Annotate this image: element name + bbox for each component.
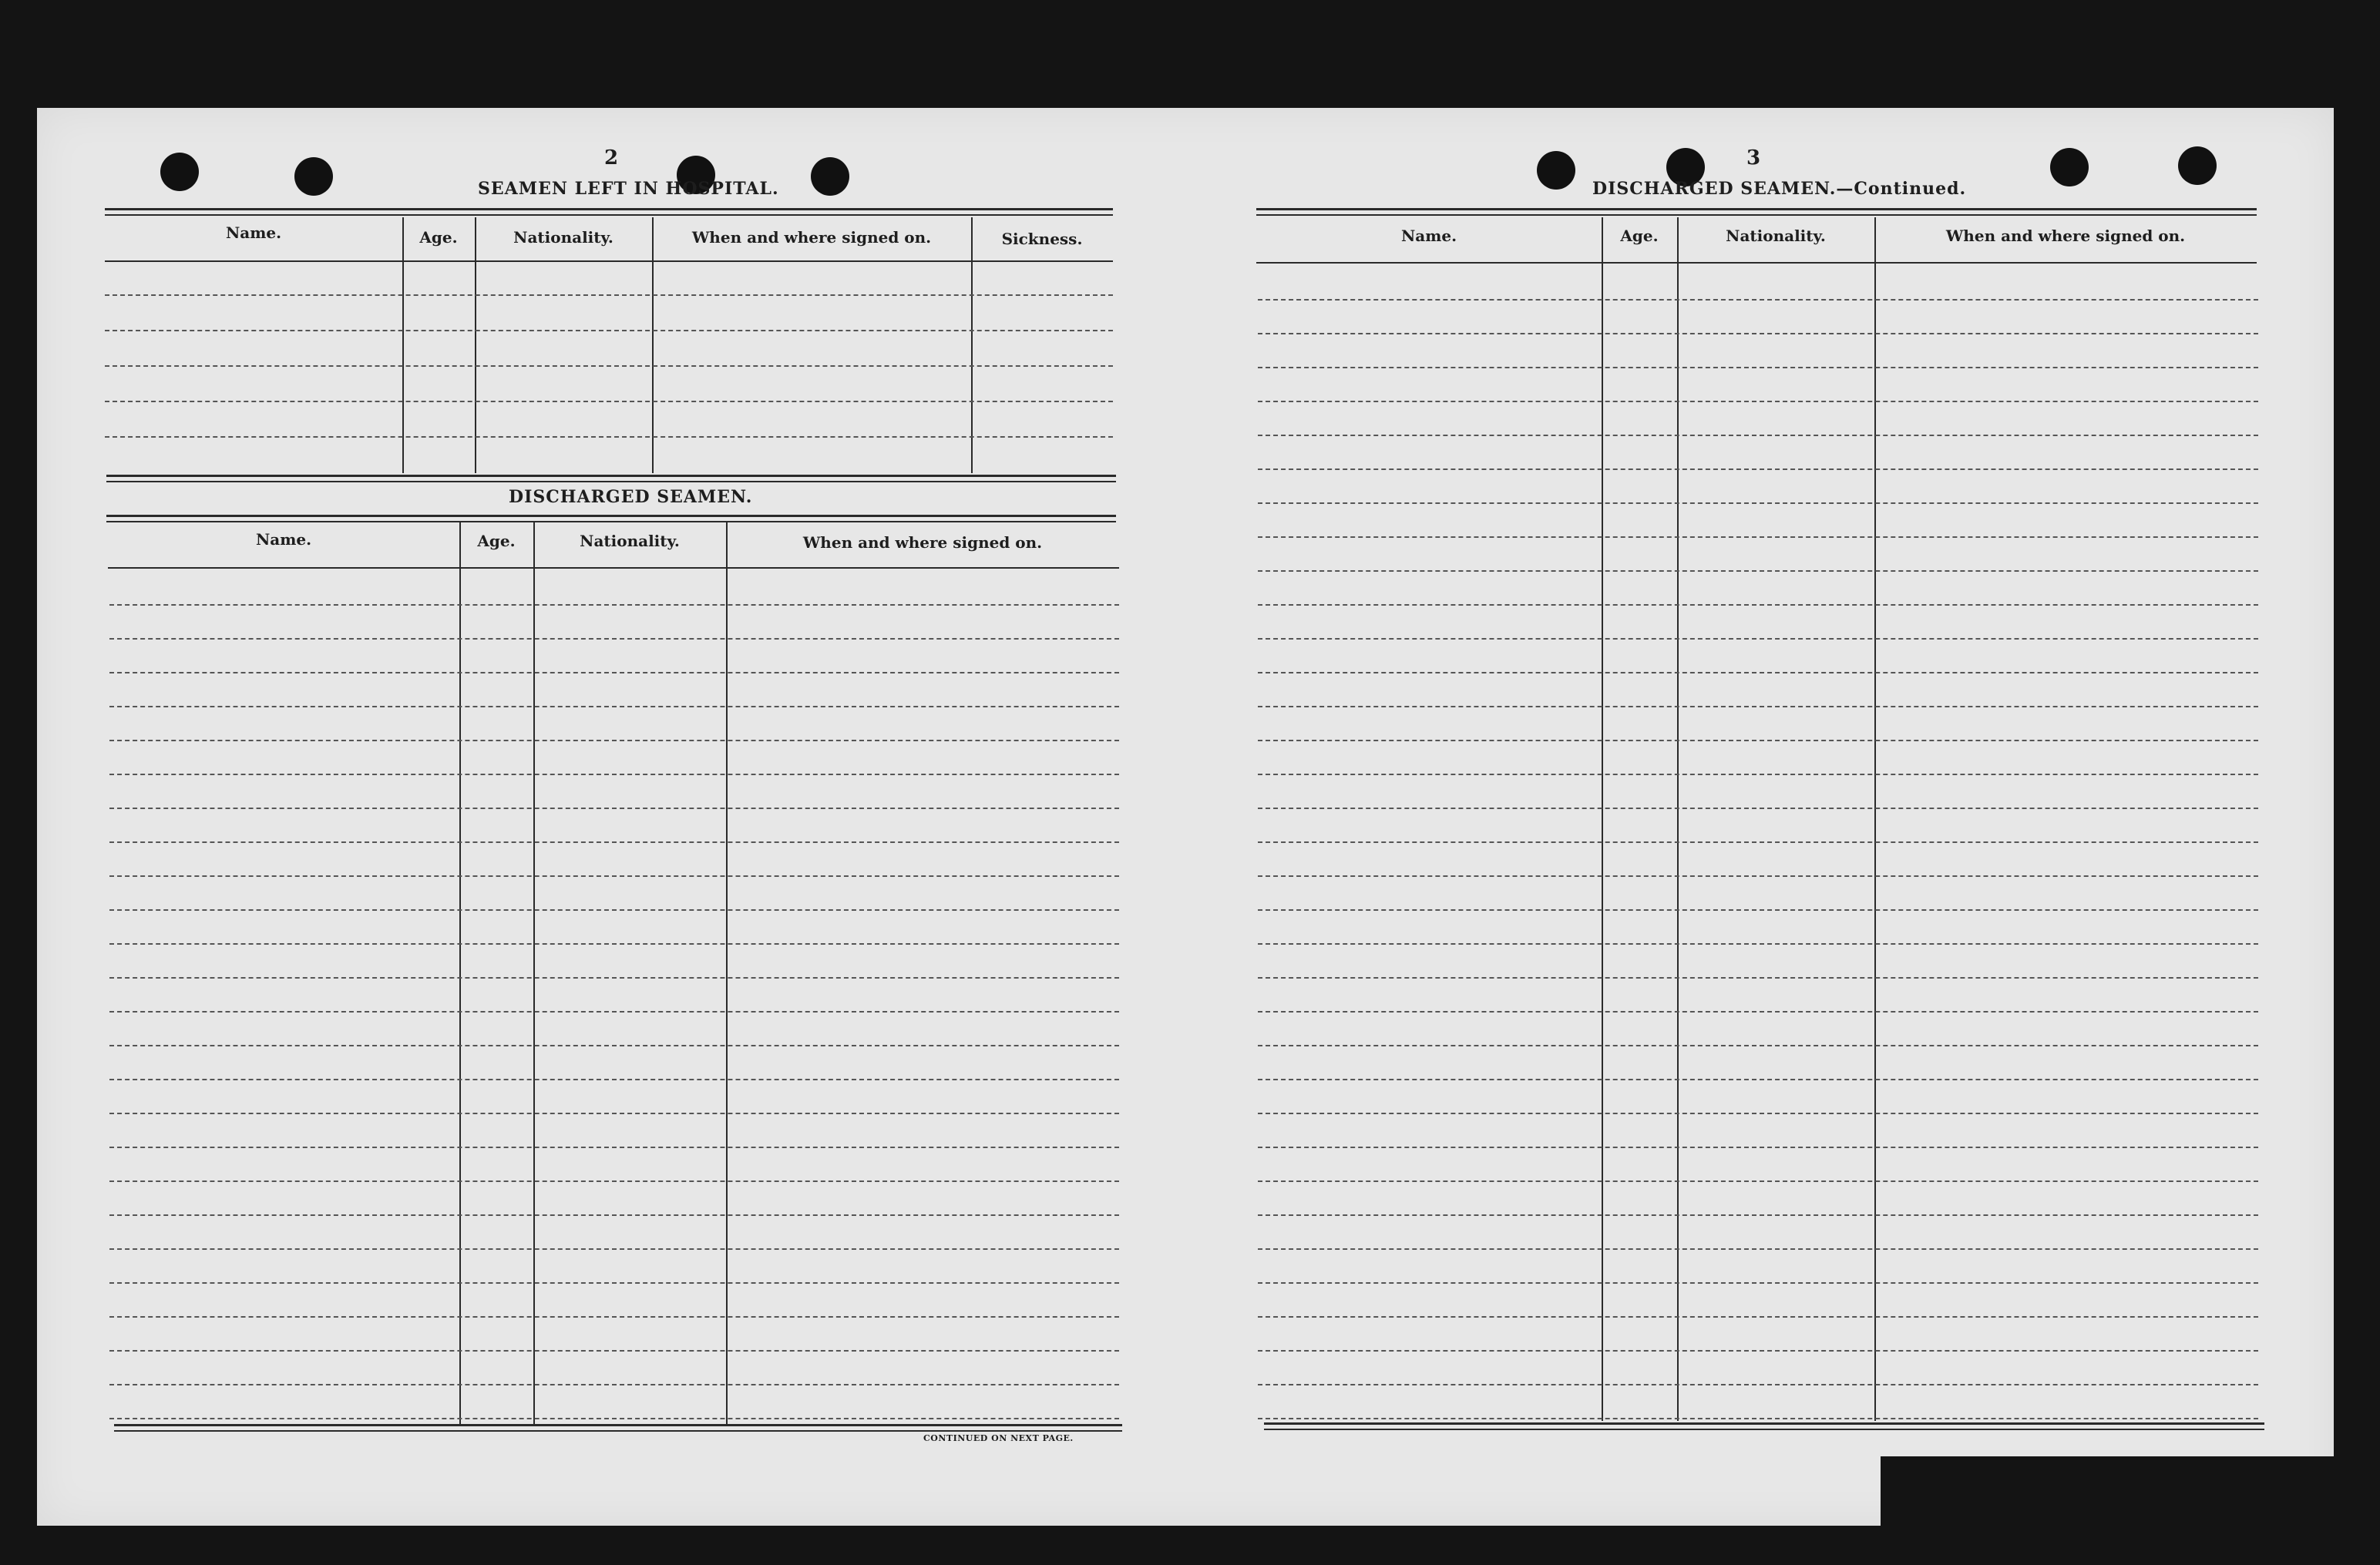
right-col-signed-on: When and where signed on. (1945, 227, 2186, 245)
row-line (1258, 468, 2258, 470)
right-top-rule (1256, 208, 2257, 210)
row-line (1258, 808, 2258, 809)
right-col-name: Name. (1400, 227, 1457, 245)
discharged-continued-title: DISCHARGED SEAMEN.—Continued. (1592, 179, 1967, 199)
row-line (109, 1282, 1119, 1284)
row-line (1258, 1113, 2258, 1114)
row-line (1258, 774, 2258, 775)
row-line (109, 1418, 1119, 1419)
torn-edge (0, 308, 37, 1541)
discharged-col-divider (459, 521, 461, 1424)
hospital-top-rule (105, 208, 1113, 210)
row-line (109, 604, 1119, 606)
row-line (1258, 672, 2258, 673)
row-line (1258, 909, 2258, 911)
row-line (109, 808, 1119, 809)
row-line (109, 1180, 1119, 1182)
hospital-col-divider (652, 217, 654, 473)
binder-hole (2178, 146, 2217, 185)
row-line (109, 1350, 1119, 1352)
row-line (1258, 1045, 2258, 1046)
row-line (1258, 1248, 2258, 1250)
row-line (1258, 841, 2258, 843)
right-col-divider (1874, 217, 1876, 1421)
hospital-col-signed-on: When and where signed on. (691, 228, 932, 247)
row-line (109, 706, 1119, 707)
row-line (1258, 536, 2258, 538)
row-line (109, 841, 1119, 843)
row-line (109, 672, 1119, 673)
row-line (1258, 502, 2258, 504)
hospital-col-nationality: Nationality. (513, 228, 613, 247)
discharged-header-top-rule (106, 515, 1116, 517)
hospital-section-title: SEAMEN LEFT IN HOSPITAL. (478, 179, 779, 199)
row-line (109, 1248, 1119, 1250)
row-line (109, 977, 1119, 979)
row-line (109, 1045, 1119, 1046)
hospital-row-line (105, 401, 1113, 402)
row-line (1258, 943, 2258, 945)
row-line (109, 1011, 1119, 1013)
page-number-right: 3 (1746, 146, 1761, 170)
row-line (1258, 875, 2258, 877)
row-line (1258, 604, 2258, 606)
hospital-row-line (105, 436, 1113, 438)
row-line (109, 1113, 1119, 1114)
discharged-col-nationality: Nationality. (580, 532, 680, 550)
row-line (109, 1316, 1119, 1318)
discharged-section-title: DISCHARGED SEAMEN. (509, 487, 753, 507)
binder-hole (1537, 151, 1575, 190)
hospital-col-age: Age. (419, 228, 458, 247)
discharged-col-name: Name. (255, 530, 312, 549)
row-line (1258, 1079, 2258, 1080)
hospital-row-line (105, 330, 1113, 331)
binder-hole (811, 157, 849, 196)
hospital-header-rule (105, 260, 1113, 262)
row-line (1258, 1350, 2258, 1352)
row-line (1258, 333, 2258, 334)
discharged-col-signed-on: When and where signed on. (802, 533, 1043, 552)
discharged-header-rule (108, 567, 1119, 569)
row-line (109, 740, 1119, 741)
hospital-col-name: Name. (225, 223, 282, 242)
row-line (1258, 977, 2258, 979)
row-line (1258, 401, 2258, 402)
discharged-col-divider (726, 521, 728, 1424)
row-line (109, 1147, 1119, 1148)
row-line (109, 1079, 1119, 1080)
row-line (109, 638, 1119, 640)
discharged-col-divider (533, 521, 535, 1424)
right-col-divider (1677, 217, 1679, 1421)
discharged-col-age: Age. (477, 532, 516, 550)
row-line (109, 943, 1119, 945)
right-header-rule (1256, 262, 2257, 264)
right-col-nationality: Nationality. (1726, 227, 1826, 245)
right-bottom-rule (1264, 1422, 2264, 1425)
hospital-col-divider (402, 217, 404, 473)
right-col-age: Age. (1620, 227, 1659, 245)
row-line (1258, 1418, 2258, 1419)
row-line (1258, 367, 2258, 368)
hospital-row-line (105, 294, 1113, 296)
row-line (109, 774, 1119, 775)
row-line (1258, 1147, 2258, 1148)
row-line (1258, 638, 2258, 640)
continued-note: CONTINUED ON NEXT PAGE. (923, 1433, 1074, 1443)
row-line (1258, 740, 2258, 741)
row-line (109, 1384, 1119, 1385)
hospital-row-line (105, 365, 1113, 367)
hospital-col-divider (971, 217, 973, 473)
hospital-col-sickness: Sickness. (1001, 230, 1083, 248)
torn-corner (1881, 1456, 2380, 1565)
document-sheet (37, 108, 2334, 1526)
row-line (1258, 435, 2258, 436)
row-line (109, 1214, 1119, 1216)
row-line (1258, 299, 2258, 301)
row-line (109, 875, 1119, 877)
hospital-col-divider (475, 217, 476, 473)
row-line (1258, 1384, 2258, 1385)
row-line (1258, 1214, 2258, 1216)
binder-hole (294, 157, 333, 196)
binder-hole (2050, 148, 2089, 186)
page-number-left: 2 (604, 146, 619, 170)
row-line (1258, 1011, 2258, 1013)
discharged-bottom-rule (114, 1424, 1122, 1426)
row-line (1258, 1282, 2258, 1284)
row-line (1258, 1180, 2258, 1182)
right-col-divider (1602, 217, 1603, 1421)
discharged-top-rule (106, 475, 1116, 477)
binder-hole (160, 153, 199, 191)
row-line (1258, 570, 2258, 572)
row-line (1258, 1316, 2258, 1318)
row-line (109, 909, 1119, 911)
row-line (1258, 706, 2258, 707)
